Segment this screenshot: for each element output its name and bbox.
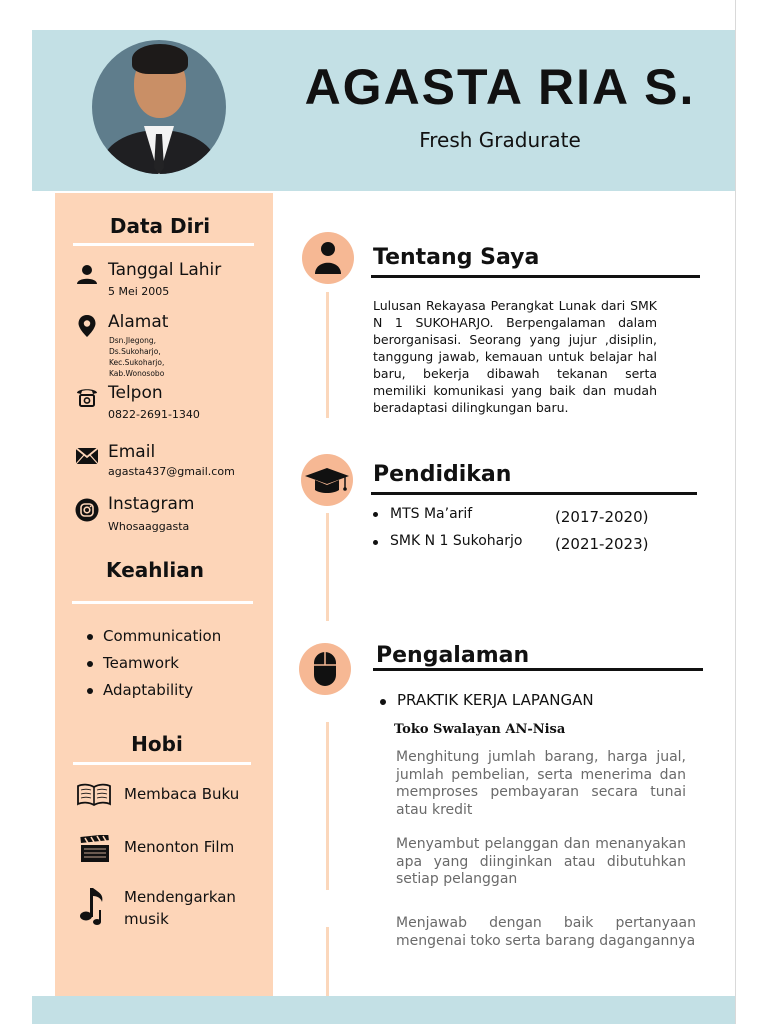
bullet-dot xyxy=(373,540,378,545)
skill-item: Teamwork xyxy=(85,650,221,677)
hobby-item: Membaca Buku xyxy=(124,785,240,803)
timeline-segment xyxy=(326,927,329,996)
education-years: (2021-2023) xyxy=(555,535,649,553)
skill-item: Communication xyxy=(85,623,221,650)
birth-label: Tanggal Lahir xyxy=(108,260,222,280)
timeline-segment xyxy=(326,722,329,890)
phone-label: Telpon xyxy=(108,383,163,403)
address-line: Kec.Sukoharjo, xyxy=(109,358,165,367)
resume-name: AGASTA RIA S. xyxy=(304,59,696,115)
mouse-icon xyxy=(299,643,351,695)
about-icon-circle xyxy=(302,232,354,284)
address-line: Kab.Wonosobo xyxy=(109,369,165,378)
instagram-icon xyxy=(75,498,99,522)
hobby-item: Mendengarkan musik xyxy=(124,888,236,928)
person-icon xyxy=(75,262,99,286)
data-diri-divider xyxy=(73,243,254,246)
birth-value: 5 Mei 2005 xyxy=(108,285,170,298)
graduation-cap-icon xyxy=(301,454,353,506)
education-divider xyxy=(371,492,697,495)
location-pin-icon xyxy=(75,314,99,338)
education-title: Pendidikan xyxy=(373,462,512,487)
experience-description: Menghitung jumlah barang, harga jual, jumlah pembelian, serta menerima dan memproses pembayaran secara tunai atau kredit xyxy=(396,749,686,818)
email-value: agasta437@gmail.com xyxy=(108,465,235,478)
timeline-segment xyxy=(326,513,329,621)
phone-value: 0822-2691-1340 xyxy=(108,408,200,421)
address-line: Ds.Sukoharjo, xyxy=(109,347,161,356)
profile-photo xyxy=(92,40,226,174)
person-icon xyxy=(302,232,354,284)
experience-description: Menyambut pelanggan dan menanyakan apa yang diinginkan atau dibutuhkan setiap pelanggan xyxy=(396,836,686,887)
envelope-icon xyxy=(75,444,99,468)
keahlian-title: Keahlian xyxy=(106,558,204,582)
education-school: MTS Ma’arif xyxy=(390,506,473,522)
book-icon xyxy=(76,782,112,808)
instagram-value: Whosaaggasta xyxy=(108,520,190,533)
education-school: SMK N 1 Sukoharjo xyxy=(390,533,523,549)
education-years: (2017-2020) xyxy=(555,508,649,526)
about-title: Tentang Saya xyxy=(373,245,540,270)
experience-divider xyxy=(373,668,703,671)
email-label: Email xyxy=(108,442,156,462)
hobi-title: Hobi xyxy=(131,732,183,756)
resume-subtitle: Fresh Gradurate xyxy=(419,128,581,152)
page-border xyxy=(735,0,736,1024)
experience-description: Menjawab dengan baik pertanyaan mengenai toko serta barang dagangannya xyxy=(396,915,696,949)
skill-item: Adaptability xyxy=(85,677,221,704)
clapperboard-icon xyxy=(80,835,110,863)
timeline-segment xyxy=(326,292,329,418)
instagram-label: Instagram xyxy=(108,494,195,514)
address-line: Dsn.Jlegong, xyxy=(109,336,156,345)
experience-title: Pengalaman xyxy=(376,643,530,668)
skills-list xyxy=(85,623,221,704)
experience-role: PRAKTIK KERJA LAPANGAN xyxy=(397,691,594,709)
education-icon-circle xyxy=(301,454,353,506)
telephone-icon xyxy=(75,384,99,408)
bullet-dot xyxy=(380,699,386,705)
hobi-divider xyxy=(73,762,251,765)
about-divider xyxy=(371,275,700,278)
address-label: Alamat xyxy=(108,312,169,332)
experience-company: Toko Swalayan AN-Nisa xyxy=(394,722,566,737)
experience-icon-circle xyxy=(299,643,351,695)
music-note-icon xyxy=(78,884,108,928)
keahlian-divider xyxy=(72,601,253,604)
data-diri-title: Data Diri xyxy=(109,214,211,238)
hobby-item: Menonton Film xyxy=(124,838,235,856)
footer-banner xyxy=(32,996,735,1024)
bullet-dot xyxy=(373,512,378,517)
about-text: Lulusan Rekayasa Perangkat Lunak dari SMK N 1 SUKOHARJO. Berpengalaman dalam berorganisasi. Seorang yang jujur ,disiplin, tanggung jawab, kemauan untuk belajar hal baru, bekerja dibawah tekanan serta memiliki komunikasi yang baik dan mudah beradaptasi dilingkungan baru. xyxy=(373,298,657,415)
